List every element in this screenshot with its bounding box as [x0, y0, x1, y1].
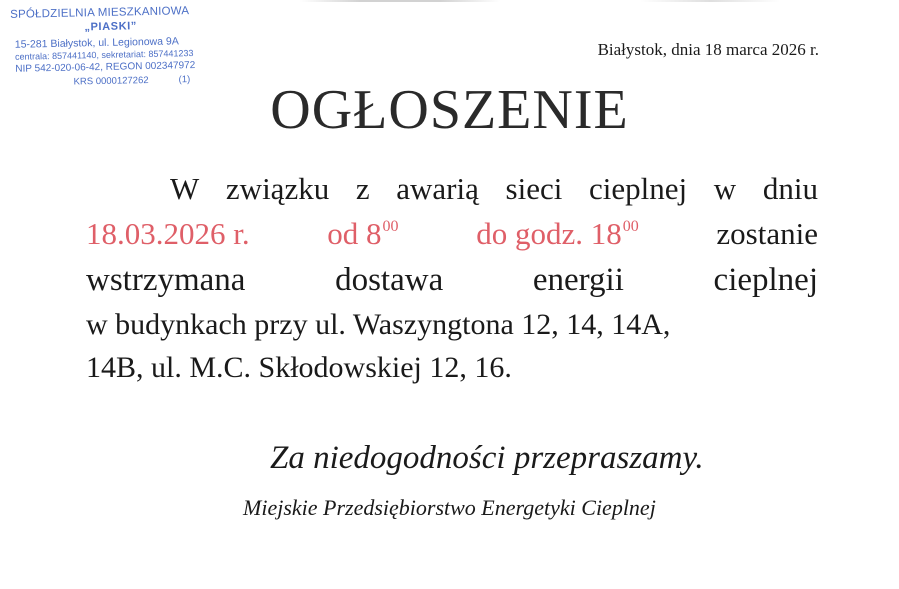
body-word: dniu	[762, 171, 818, 206]
document-date: Białystok, dnia 18 marca 2026 r.	[597, 40, 819, 59]
from-word: od	[327, 216, 359, 251]
stamp-line: 15-281 Białystok, ul. Legionowa 9A	[14, 35, 179, 51]
body-line-1	[170, 173, 818, 204]
scan-artifact	[300, 0, 500, 2]
from-hour: 8	[366, 216, 382, 251]
outage-from	[327, 218, 398, 249]
body-word: zostanie	[716, 216, 818, 251]
apology-text: Za niedogodności przepraszamy.	[270, 440, 704, 476]
body-word: awarią	[396, 171, 479, 206]
from-minutes: 00	[382, 218, 399, 235]
body-word: W	[170, 171, 200, 206]
page-title: OGŁOSZENIE	[270, 79, 629, 141]
outage-date: 18.03.2026 r.	[86, 216, 250, 251]
body-word: energii	[532, 262, 624, 298]
scan-artifact	[640, 0, 780, 2]
stamp-krs: KRS 0000127262	[73, 74, 149, 88]
body-line-3	[86, 264, 818, 297]
to-hour: 18	[590, 216, 622, 251]
signature: Miejskie Przedsiębiorstwo Energetyki Cieplnej	[243, 495, 656, 520]
stamp-line: NIP 542-020-06-42, REGON 002347972	[15, 60, 196, 75]
body-word: w	[713, 171, 737, 206]
body-word: dostawa	[335, 262, 444, 298]
body-word: sieci	[505, 171, 563, 206]
body-word: wstrzymana	[86, 262, 246, 298]
body-line-5: 14B, ul. M.C. Skłodowskiej 12, 16.	[86, 351, 512, 384]
stamp-suffix: (1)	[178, 74, 191, 86]
outage-to	[476, 218, 639, 249]
body-word: związku	[225, 171, 330, 206]
stamp-line: SPÓŁDZIELNIA MIESZKANIOWA	[10, 5, 190, 21]
body-word: cieplnej	[713, 262, 818, 298]
to-words: do godz.	[476, 216, 583, 251]
stamp-line: „PIASKI”	[84, 20, 138, 34]
stamp-line: centrala: 857441140, sekretariat: 857441233	[14, 48, 194, 62]
cooperative-stamp	[4, 1, 228, 94]
to-minutes: 00	[622, 218, 639, 235]
body-line-2	[86, 218, 818, 249]
body-word: cieplnej	[589, 171, 688, 206]
body-word: z	[355, 171, 370, 206]
body-line-4: w budynkach przy ul. Waszyngtona 12, 14, 14A,	[86, 308, 671, 341]
